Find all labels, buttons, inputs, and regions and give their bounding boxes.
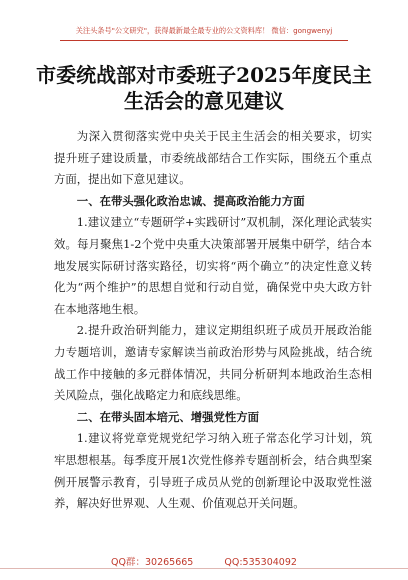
body-paragraph: 1.建议将党章党规党纪学习纳入班子常态化学习计划，筑牢思想根基。每季度开展1次党性修养专题剖析会，结合典型案例开展警示教育，引导班子成员从党的创新理论中汲取党性滋养，解决好世界观、人生观、价值观总开关问题。 <box>54 431 372 511</box>
section-heading: 二、在带头固本培元、增强党性方面 <box>76 409 260 424</box>
banner-text: 关注头条号"公文研究"，获得最新最全最专业的公文资料库！ 微信：gongwenyj <box>75 26 333 35</box>
footer-qq: QQ:535304092 <box>224 557 297 568</box>
header-banner <box>0 0 408 52</box>
footer-qq-group: QQ群：30265665 <box>111 557 194 568</box>
section-heading: 一、在带头强化政治忠诚、提高政治能力方面 <box>76 193 305 208</box>
document-body <box>54 126 372 515</box>
document-title: 市委统战部对市委班子2025年度民主生活会的意见建议 <box>36 63 372 113</box>
body-paragraph: 为深入贯彻落实党中央关于民主生活会的相关要求，切实提升班子建设质量，市委统战部结合工作实际，围绕五个重点方面，提出如下意见建议。 <box>54 129 372 187</box>
banner-divider <box>60 40 348 41</box>
footer-divider <box>0 568 408 569</box>
footer <box>0 554 408 568</box>
body-paragraph: 1.建议建立“专题研学+实践研讨”双机制，深化理论武装实效。每月聚焦1-2个党中央重大决策部署开展集中研学，结合本地发展实际研讨落实路径，切实将“两个确立”的决定性意义转化为“两个维护”的思想自觉和行动自觉，确保党中央大政方针在本地落地生根。 <box>54 215 372 316</box>
body-paragraph: 2.提升政治研判能力，建议定期组织班子成员开展政治能力专题培训，邀请专家解读当前政治形势与风险挑战，结合统战工作中接触的多元群体情况，共同分析研判本地政治生态相关风险点，强化战略定力和底线思维。 <box>54 323 372 403</box>
